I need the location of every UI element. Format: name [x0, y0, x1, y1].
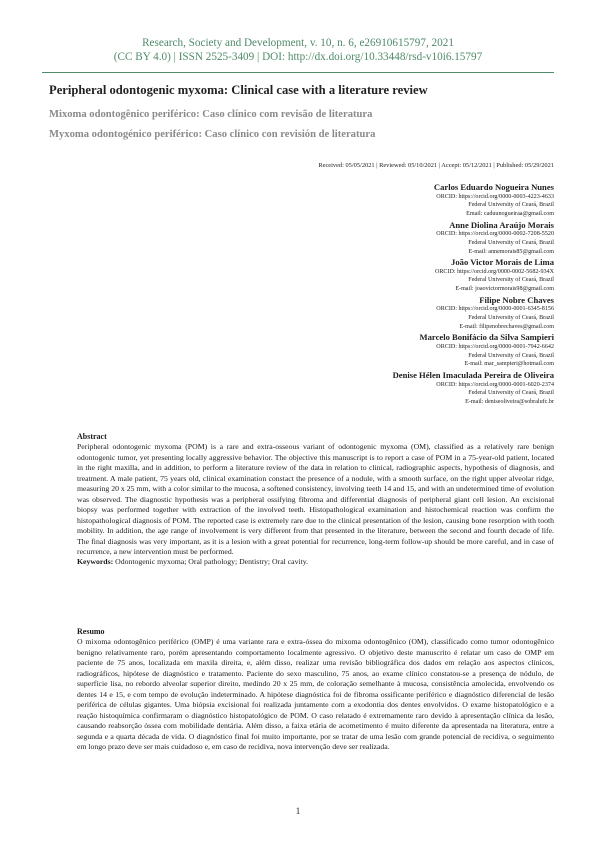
paper-title-portuguese: Mixoma odontogênico periférico: Caso clínico com revisão de literatura: [49, 109, 373, 120]
abstract-section: [77, 432, 554, 568]
author-orcid[interactable]: ORCID: https://orcid.org/0000-0001-7942-6642: [436, 343, 554, 350]
abstract-text: Peripheral odontogenic myxoma (POM) is a rare and extra-osseous variant of odontogenic myxoma (OM), classified as a relatively rare benign odontogenic tumor, yet presenting locally aggressive behavior. The objective this manuscript is to report a case of POM in a 75-year-old patient, located in the right maxilla, and in addition, to perform a literature review of the data in relation to clinical, radiographic aspects, hypothesis of diagnosis, and treatment. A male patient, 75 years old, clinical examination constact the presence of a nodule, with a smooth surface, on the right upper alveolar ridge, measuring 20 x 25 mm, with a color similar to the mucosa, a softened consistency, involving teeth 14 and 15, and with an undetermined time of evolution was observed. The diagnostic hypothesis was a peripheral ossifying fibroma and differential diagnosis of peripheral giant cell lesion. An excisional biopsy was performed together with extraction of the involved teeth. Histopathological examination and histochemical reaction was confirm the histopathological diagnosis of POM. The reported case is extremely rare due to the clinical presentation of the lesion, causing bone resorption with tooth mobility. In addition, the age range of involvement is very different from that presented in the literature, between the second and fourth decade of life. The final diagnosis was very important, as it is a lesion with a great potential for recurrence, long-term follow-up should be more careful, and in case of recurrence, a new intervention must be performed.: [77, 442, 554, 556]
author-orcid[interactable]: ORCID: https://orcid.org/0000-0002-7208-5520: [436, 231, 554, 238]
journal-license-doi[interactable]: (CC BY 4.0) | ISSN 2525-3409 | DOI: http://dx.doi.org/10.33448/rsd-v10i6.15797: [113, 50, 483, 63]
resumo-heading: Resumo: [77, 627, 105, 636]
author-orcid[interactable]: ORCID: https://orcid.org/0000-0001-6020-2374: [436, 381, 554, 388]
paper-title: Peripheral odontogenic myxoma: Clinical case with a literature review: [49, 83, 428, 97]
author-affiliation: Federal University of Ceará, Brazil: [468, 352, 554, 359]
author-email[interactable]: E-mail: deniseoliveira@sobralufc.br: [465, 398, 554, 405]
publication-dates: Received: 05/05/2021 | Reviewed: 05/10/2021 | Accept: 05/12/2021 | Published: 05/29/2021: [318, 162, 554, 169]
author-affiliation: Federal University of Ceará, Brazil: [468, 277, 554, 284]
abstract-heading: Abstract: [77, 432, 107, 441]
author-block: [154, 182, 554, 219]
author-name: João Victor Morais de Lima: [451, 257, 554, 268]
author-name: Anne Diolina Araújo Morais: [449, 219, 554, 230]
author-name: Denise Hélen Imaculada Pereira de Oliveira: [392, 370, 554, 381]
keywords-text: Odontogenic myxoma; Oral pathology; Dentistry; Oral cavity.: [115, 557, 309, 567]
author-name: Marcelo Bonifácio da Silva Sampieri: [419, 332, 554, 343]
resumo-section: [77, 627, 554, 752]
author-name: Filipe Nobre Chaves: [479, 294, 554, 305]
author-block: [154, 370, 554, 407]
author-orcid[interactable]: ORCID: https://orcid.org/0000-0002-5682-934X: [434, 268, 554, 275]
author-affiliation: Federal University of Ceará, Brazil: [468, 315, 554, 322]
page-number: 1: [295, 806, 301, 816]
author-email[interactable]: E-mail: annemorais85@gmail.com: [468, 248, 554, 255]
paper-title-spanish: Myxoma odontogénico periférico: Caso clínico con revisión de literatura: [49, 129, 376, 140]
author-block: [154, 257, 554, 294]
author-affiliation: Federal University of Ceará, Brazil: [468, 390, 554, 397]
resumo-text: O mixoma odontogênico periférico (OMP) é uma variante rara e extra-óssea do mixoma odontogênico (OM), classificado como tumor odontogênico benigno relativamente raro, porém apresentando comportamento localmente agressivo. O objetivo deste manuscrito é relatar um caso de OMP em paciente de 75 anos, localizada em maxila direita, e, além disso, realizar uma revisão bibliográfica dos dados em relação aos aspectos clínicos, radiográficos, hipótese de diagnóstico e tratamento. Paciente do sexo masculino, 75 anos, ao exame clínico constatou-se a presença de nódulo, de superfície lisa, no rebordo alveolar superior direito, medindo 20 x 25 mm, de coloração semelhante à mucosa, consistência amolecida, envolvendo os dentes 14 e 15, e com tempo de evolução indeterminado. A hipótese diagnóstica foi de fibroma ossificante periférico e diagnóstico diferencial de lesão periférica de células gigantes. Uma biópsia excisional foi realizada juntamente com a exodontia dos dentes envolvidos. O exame histopatológico e a reação histoquímica confirmaram o diagnóstico histopatológico de POM. O caso relatado é extremamente raro devido à apresentação clínica da lesão, causando reabsorção óssea com mobilidade dentária. Além disso, a faixa etária de acometimento é muito diferente da apresentada na literatura, entre a segunda e a quarta década de vida. O diagnóstico final foi muito importante, por se tratar de uma lesão com grande potencial de recidiva, o seguimento em longo prazo deve ser mais cuidadoso e, em caso de recidiva, nova intervenção deve ser realizada.: [77, 637, 554, 751]
author-name: Carlos Eduardo Nogueira Nunes: [433, 182, 554, 192]
author-block: [154, 220, 554, 257]
author-email[interactable]: E-mail: mar_sampieri@hotmail.com: [464, 361, 554, 368]
keywords-label: Keywords:: [77, 557, 114, 567]
header-rule: [42, 72, 554, 73]
author-orcid[interactable]: ORCID: https://orcid.org/0000-0003-4223-4633: [436, 193, 554, 200]
author-block: [154, 295, 554, 332]
author-block: [154, 332, 554, 369]
author-affiliation: Federal University of Ceará, Brazil: [468, 239, 554, 246]
author-email[interactable]: Email: caduunogueiraa@gmail.com: [466, 210, 554, 217]
journal-header: [0, 37, 596, 64]
author-email[interactable]: E-mail: joaovictormorais98@gmail.com: [455, 286, 554, 293]
keywords-line: [77, 557, 554, 567]
author-orcid[interactable]: ORCID: https://orcid.org/0000-0001-6345-8156: [436, 306, 554, 313]
author-list: [154, 182, 554, 408]
author-affiliation: Federal University of Ceará, Brazil: [468, 202, 554, 209]
author-email[interactable]: E-mail: filipenobrechaves@gmail.com: [459, 323, 554, 330]
journal-citation: Research, Society and Development, v. 10, n. 6, e26910615797, 2021: [142, 37, 454, 49]
